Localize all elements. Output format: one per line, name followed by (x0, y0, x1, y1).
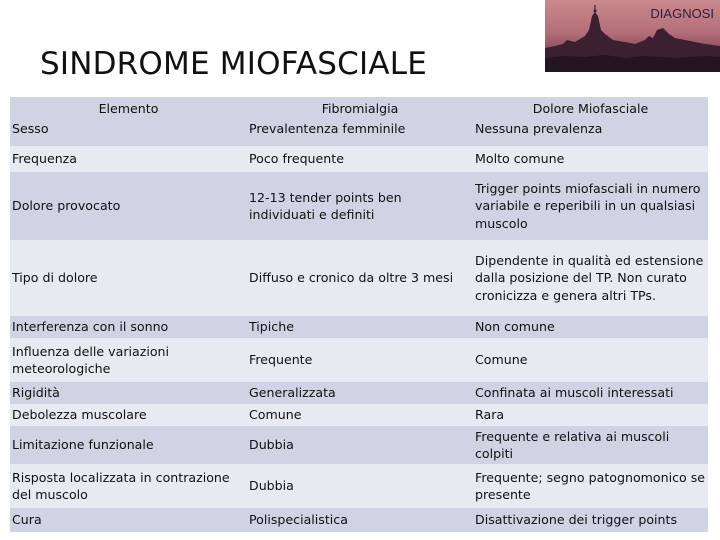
table-header-row (10, 97, 708, 146)
table-cell: Frequente; segno patognomonico se presente (473, 464, 708, 508)
table-cell: Polispecialistica (247, 508, 473, 532)
table-cell: Dipendente in qualità ed estensione dalla posizione del TP. Non curato cronicizza e genera altri TPs. (473, 240, 708, 316)
table-cell: Rigidità (10, 382, 247, 404)
header-cell-dolore-miofasciale (473, 97, 708, 146)
table-cell: Dolore provocato (10, 172, 247, 240)
table-cell: Debolezza muscolare (10, 404, 247, 426)
table-cell: Dubbia (247, 426, 473, 464)
table-cell: Interferenza con il sonno (10, 316, 247, 338)
table-cell: Comune (247, 404, 473, 426)
table-cell: Rara (473, 404, 708, 426)
table-cell: Confinata ai muscoli interessati (473, 382, 708, 404)
table-cell: Sesso (12, 121, 49, 137)
table-cell: Nessuna prevalenza (475, 121, 603, 137)
table-cell: Prevalentenza femminile (249, 121, 406, 137)
table-cell: 12-13 tender points ben individuati e definiti (247, 172, 473, 240)
column-header-dolore-miofasciale: Dolore Miofasciale (532, 101, 649, 116)
table-cell: Limitazione funzionale (10, 426, 247, 464)
table-row (10, 316, 708, 338)
table-row (10, 382, 708, 404)
page-title: SINDROME MIOFASCIALE (40, 46, 428, 82)
table-cell: Disattivazione dei trigger points (473, 508, 708, 532)
table-cell: Diffuso e cronico da oltre 3 mesi (247, 240, 473, 316)
table-row (10, 464, 708, 508)
table-cell: Molto comune (473, 146, 708, 172)
table-cell: Cura (10, 508, 247, 532)
table-row (10, 338, 708, 382)
header-cell-elemento (10, 97, 247, 146)
table-cell: Frequenza (10, 146, 247, 172)
table-cell: Tipo di dolore (10, 240, 247, 316)
table-cell: Frequente (247, 338, 473, 382)
table-cell: Poco frequente (247, 146, 473, 172)
table-row (10, 404, 708, 426)
table-row (10, 426, 708, 464)
table-cell: Dubbia (247, 464, 473, 508)
section-badge: DIAGNOSI (650, 6, 714, 21)
table-row (10, 508, 708, 532)
table-row (10, 172, 708, 240)
table-cell: Tipiche (247, 316, 473, 338)
table-cell: Frequente e relativa ai muscoli colpiti (473, 426, 708, 464)
rome-skyline-photo (545, 0, 720, 72)
table-cell: Comune (473, 338, 708, 382)
header-cell-fibromialgia (247, 97, 473, 146)
column-header-fibromialgia: Fibromialgia (321, 101, 399, 116)
table-row (10, 240, 708, 316)
table-cell: Influenza delle variazioni meteorologiche (10, 338, 247, 382)
table-row (10, 146, 708, 172)
table-cell: Risposta localizzata in contrazione del muscolo (10, 464, 247, 508)
table-cell: Non comune (473, 316, 708, 338)
column-header-elemento: Elemento (98, 101, 159, 116)
table-cell: Generalizzata (247, 382, 473, 404)
table-cell: Trigger points miofasciali in numero variabile e reperibili in un qualsiasi muscolo (473, 172, 708, 240)
comparison-table (10, 97, 708, 532)
